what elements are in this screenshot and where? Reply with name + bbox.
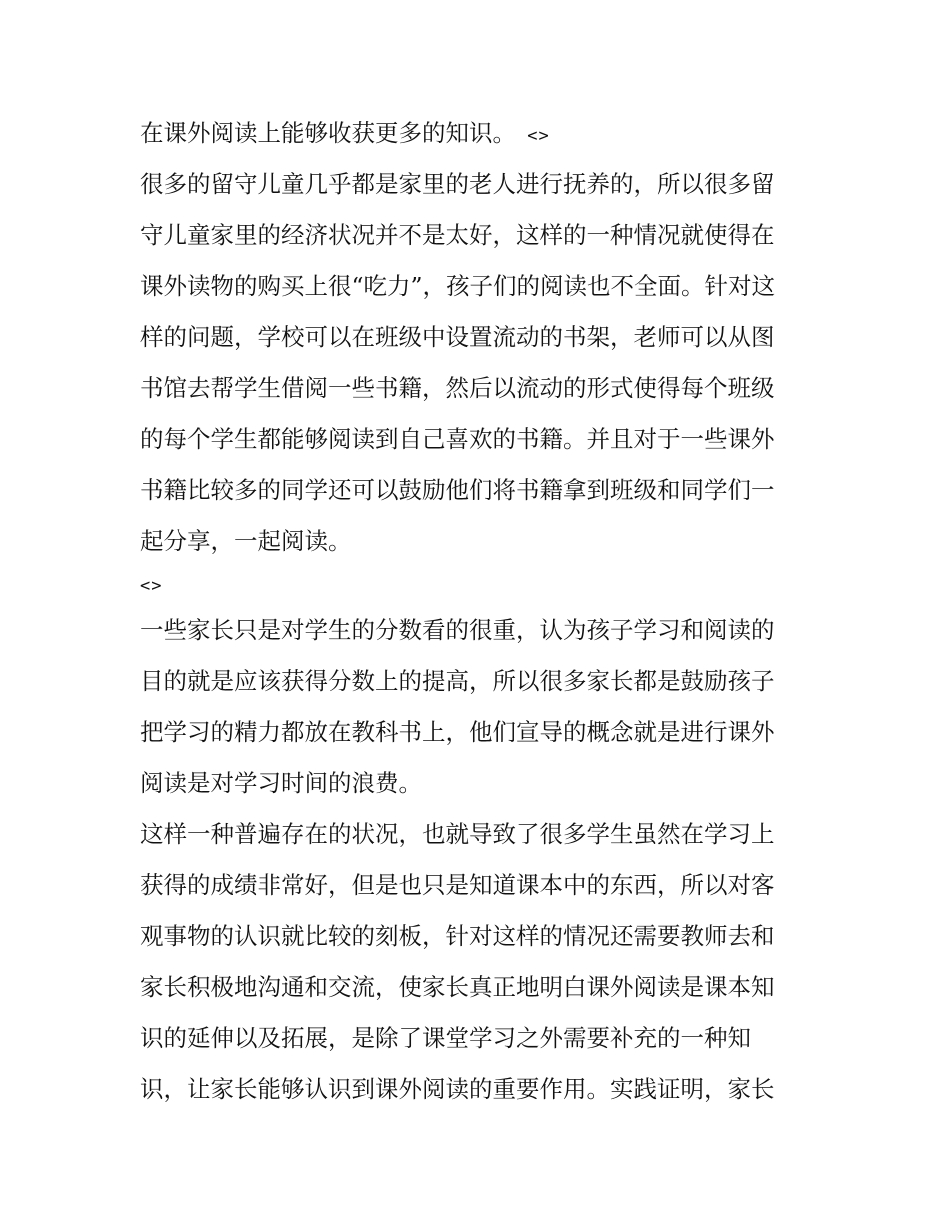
text-line: 书馆去帮学生借阅一些书籍，然后以流动的形式使得每个班级 bbox=[140, 374, 775, 402]
text-line: 这样一种普遍存在的状况，也就导致了很多学生虽然在学习上 bbox=[140, 820, 775, 848]
document-body bbox=[140, 108, 820, 1115]
text-line: 很多的留守儿童几乎都是家里的老人进行抚养的，所以很多留 bbox=[140, 170, 775, 198]
text-line: 书籍比较多的同学还可以鼓励他们将书籍拿到班级和同学们一 bbox=[140, 476, 775, 504]
text-line: 一些家长只是对学生的分数看的很重，认为孩子学习和阅读的 bbox=[140, 616, 775, 644]
text-line: 目的就是应该获得分数上的提高，所以很多家长都是鼓励孩子 bbox=[140, 667, 775, 695]
text-line: 家长积极地沟通和交流，使家长真正地明白课外阅读是课本知 bbox=[140, 973, 775, 1001]
text-line: 观事物的认识就比较的刻板，针对这样的情况还需要教师去和 bbox=[140, 922, 775, 950]
paragraph-marker: <> bbox=[516, 126, 550, 146]
text-line: 起分享，一起阅读。 bbox=[140, 527, 352, 555]
text-line: 识的延伸以及拓展，是除了课堂学习之外需要补充的一种知 bbox=[140, 1024, 751, 1052]
text-line: 课外读物的购买上很“吃力”，孩子们的阅读也不全面。针对这 bbox=[140, 272, 776, 300]
text-line: 守儿童家里的经济状况并不是太好，这样的一种情况就使得在 bbox=[140, 221, 775, 249]
text-line: 阅读是对学习时间的浪费。 bbox=[140, 769, 422, 797]
paragraph-marker: <> bbox=[140, 576, 163, 596]
text-line: 的每个学生都能够阅读到自己喜欢的书籍。并且对于一些课外 bbox=[140, 425, 775, 453]
text-line: 在课外阅读上能够收获更多的知识。 <> bbox=[140, 119, 550, 147]
text-line: 把学习的精力都放在教科书上，他们宣导的概念就是进行课外 bbox=[140, 718, 775, 746]
text-line: 识，让家长能够认识到课外阅读的重要作用。实践证明，家长 bbox=[140, 1075, 775, 1103]
text-line: 获得的成绩非常好，但是也只是知道课本中的东西，所以对客 bbox=[140, 871, 775, 899]
text-line: 样的问题，学校可以在班级中设置流动的书架，老师可以从图 bbox=[140, 323, 775, 351]
